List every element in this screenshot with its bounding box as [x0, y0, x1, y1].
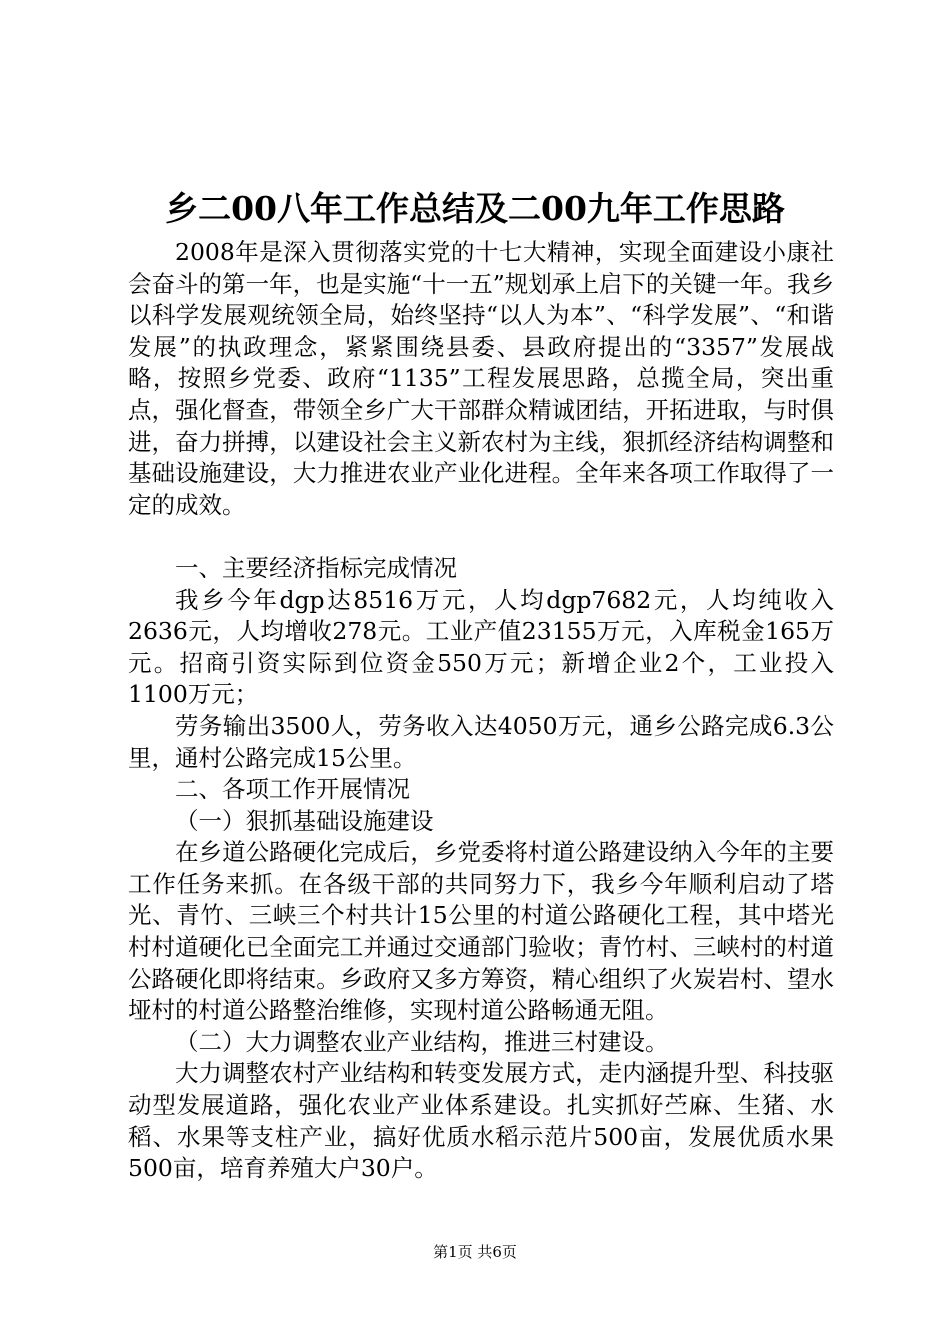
paragraph-infrastructure: 在乡道公路硬化完成后，乡党委将村道公路建设纳入今年的主要工作任务来抓。在各级干部的共同努力下，我乡今年顺利启动了塔光、青竹、三峡三个村共计15公里的村道公路硬化工程，其中塔光村村道硬化已全面完工并通过交通部门验收；青竹村、三峡村的村道公路硬化即将结束。乡政府又多方筹资，精心组织了火炭岩村、望水垭村的村道公路整治维修，实现村道公路畅通无阻。	[128, 838, 834, 1025]
page-number-footer: 第1页 共6页	[433, 1243, 517, 1261]
subsection-heading-infrastructure: （一）狠抓基础设施建设	[175, 806, 434, 835]
section-heading-work-progress: 二、各项工作开展情况	[175, 775, 410, 804]
document-body	[128, 237, 834, 1185]
document-title: 乡二00八年工作总结及二00九年工作思路	[165, 189, 785, 228]
paragraph-labor-roads: 劳务输出3500人，劳务收入达4050万元，通乡公路完成6.3公里，通村公路完成15公里。	[128, 711, 834, 772]
paragraph-economic-indicators: 我乡今年dgp达8516万元，人均dgp7682元，人均纯收入2636元，人均增收278元。工业产值23155万元，入库税金165万元。招商引资实际到位资金550万元；新增企业2个，工业投入1100万元；	[128, 585, 834, 709]
subsection-heading-agriculture: （二）大力调整农业产业结构，推进三村建设。	[175, 1027, 669, 1056]
paragraph-agriculture: 大力调整农村产业结构和转变发展方式，走内涵提升型、科技驱动型发展道路，强化农业产业体系建设。扎实抓好苎麻、生猪、水稻、水果等支柱产业，搞好优质水稻示范片500亩，发展优质水果500亩，培育养殖大户30户。	[128, 1059, 834, 1183]
paragraph-intro: 2008年是深入贯彻落实党的十七大精神，实现全面建设小康社会奋斗的第一年，也是实施“十一五”规划承上启下的关键一年。我乡以科学发展观统领全局，始终坚持“以人为本”、“科学发展”、“和谐发展”的执政理念，紧紧围绕县委、县政府提出的“3357”发展战略，按照乡党委、政府“1135”工程发展思路，总揽全局，突出重点，强化督查，带领全乡广大干部群众精诚团结，开拓进取，与时俱进，奋力拼搏，以建设社会主义新农村为主线，狠抓经济结构调整和基础设施建设，大力推进农业产业化进程。全年来各项工作取得了一定的成效。	[128, 238, 834, 519]
section-heading-economic-indicators: 一、主要经济指标完成情况	[175, 553, 457, 582]
